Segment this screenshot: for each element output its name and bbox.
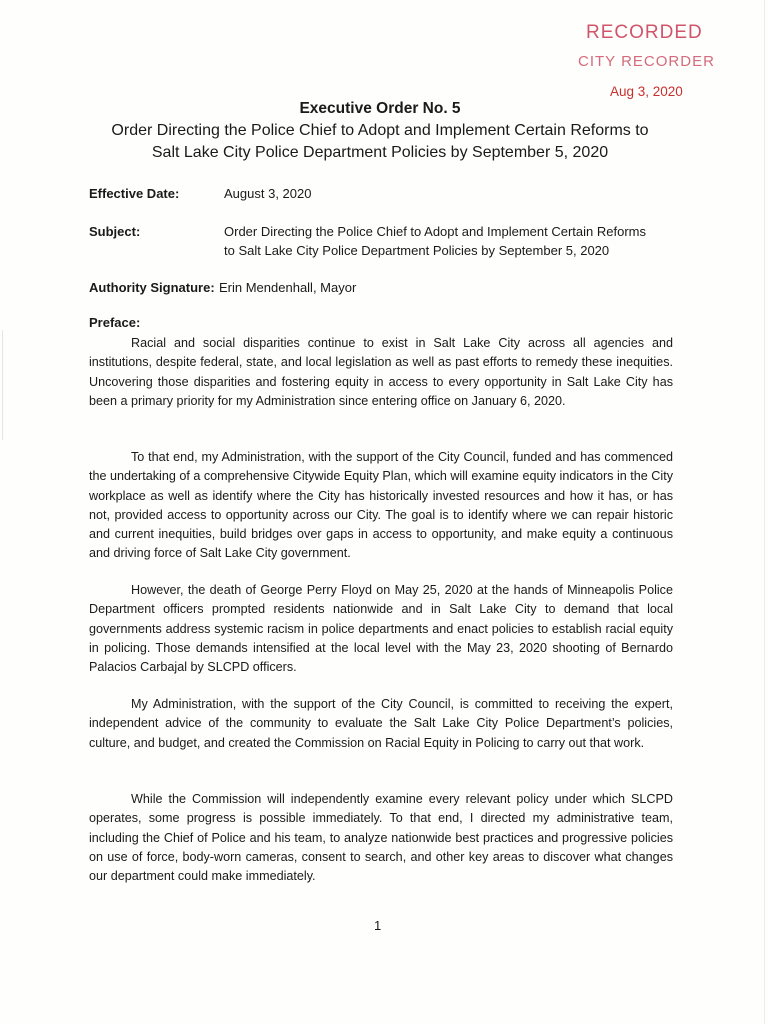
document-header [60, 98, 700, 164]
page-number: 1 [374, 918, 382, 933]
preface-paragraph: However, the death of George Perry Floyd on May 25, 2020 at the hands of Minneapolis Police Department officers prompted residents nationwide and in Salt Lake City to demand that local governments address systemic racism in police departments and enact policies to establish racial equity in policing. Those demands intensified at the local level with the May 23, 2020 shooting of Bernardo Palacios Carbajal by SLCPD officers. [89, 583, 673, 675]
preface-paragraph: Racial and social disparities continue to exist in Salt Lake City across all agencies and institutions, despite federal, state, and local legislation as well as past efforts to remedy these inequities. Uncovering those disparities and fostering equity in access to every opportunity in Salt Lake City has been a primary priority for my Administration since entering office on January 6, 2020. [89, 336, 673, 408]
subject-value-line-1: Order Directing the Police Chief to Adopt and Implement Certain Reforms [224, 224, 646, 239]
authority-label: Authority Signature: [89, 280, 215, 295]
preface-paragraph: While the Commission will independently examine every relevant policy under which SLCPD operates, some progress is possible immediately. To that end, I directed my administrative team, including the Chief of Police and his team, to analyze nationwide best practices and progressive policies on use of force, body-worn cameras, consent to search, and other key areas to discover what changes our department could make immediately. [89, 792, 673, 884]
document-subtitle-line-1: Order Directing the Police Chief to Adopt and Implement Certain Reforms to [111, 122, 649, 139]
page-edge-shadow [764, 0, 765, 1024]
preface-heading: Preface: [89, 315, 141, 330]
document-subtitle-line-2: Salt Lake City Police Department Policies by September 5, 2020 [151, 144, 609, 161]
preface-paragraph: To that end, my Administration, with the support of the City Council, funded and has commenced the undertaking of a comprehensive Citywide Equity Plan, which will examine equity indicators in the City workplace as well as identify where the City has historically invested resources and how it has, or has not, provided access to opportunity across our City. The goal is to identify where we can repair historic and current inequities, build bridges over gaps in access to opportunity, and make equity a continuous and driving force of Salt Lake City government. [89, 450, 673, 561]
preface-paragraph: My Administration, with the support of the City Council, is committed to receiving the expert, independent advice of the community to evaluate the Salt Lake City Police Department’s policies, culture, and budget, and created the Commission on Racial Equity in Policing to carry out that work. [89, 697, 673, 750]
stamp-date: Aug 3, 2020 [610, 84, 683, 99]
effective-date-label: Effective Date: [89, 186, 180, 201]
stamp-recorded-text: RECORDED [586, 22, 703, 43]
subject-value-line-2: to Salt Lake City Police Department Policies by September 5, 2020 [224, 243, 610, 258]
effective-date-value: August 3, 2020 [224, 186, 312, 201]
stamp-office-text: CITY RECORDER [578, 53, 715, 70]
document-title: Executive Order No. 5 [299, 100, 461, 117]
authority-value: Erin Mendenhall, Mayor [219, 280, 357, 295]
subject-label: Subject: [89, 224, 141, 239]
page-edge-shadow-left [2, 330, 3, 440]
